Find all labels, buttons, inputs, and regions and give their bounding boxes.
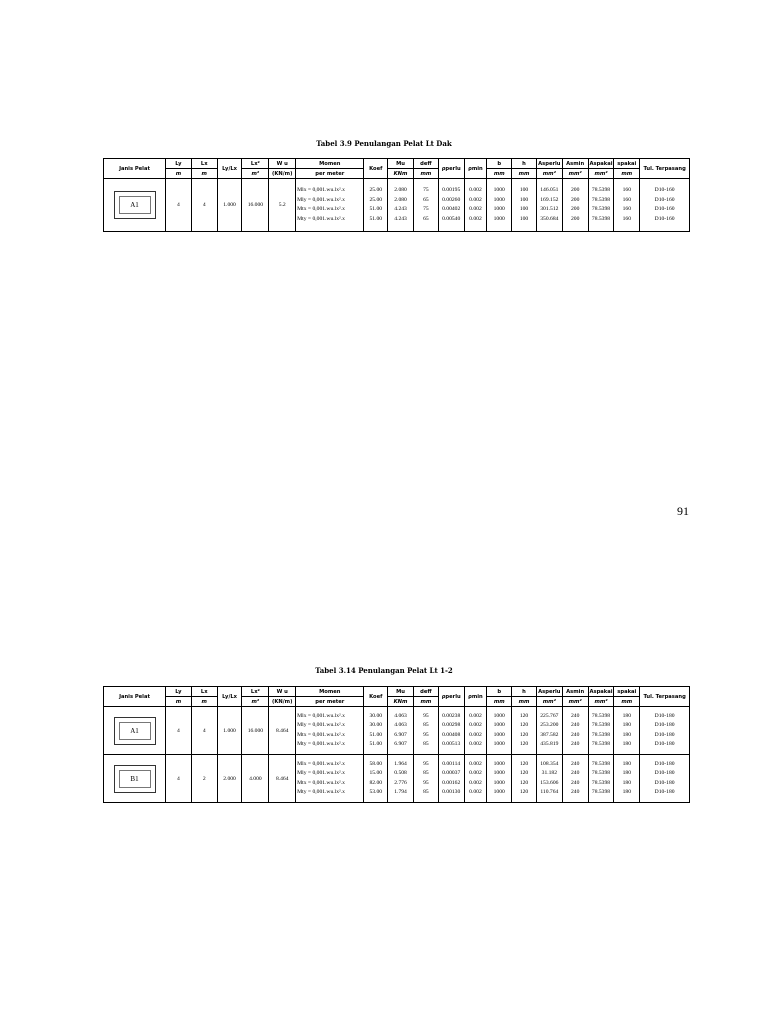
s-pakai-value: 180 [622, 712, 632, 719]
tul-value: D10-180 [654, 789, 675, 795]
unit-s-pakai: mm [614, 169, 640, 179]
as-min-value: 200 [570, 196, 580, 203]
mu-value: 6.907 [394, 741, 407, 747]
mu-value: 4.063 [394, 722, 407, 728]
h-cell [512, 755, 537, 803]
rho-min-value: 0.002 [469, 722, 482, 728]
rho-perlu-value: 0.00162 [442, 779, 461, 786]
unit-deff: mm [413, 697, 438, 707]
h-value: 120 [519, 789, 529, 795]
panel-cell [104, 707, 166, 755]
panel-label: B1 [119, 770, 151, 788]
as-min-value: 240 [570, 731, 580, 738]
rho-perlu-value: 0.00298 [442, 722, 461, 728]
momen-mly: Mly = 0,001.wu.lx².x [297, 770, 345, 776]
table2 [103, 686, 690, 803]
col-rho-perlu: ρperlu [438, 159, 464, 179]
ly-value: 4 [166, 179, 192, 232]
slab-diagram [114, 717, 156, 745]
as-perlu-value: 146.051 [540, 187, 559, 193]
as-pakai-value: 78.5398 [591, 770, 611, 776]
unit-s-pakai: mm [614, 697, 640, 707]
as-perlu-cell [536, 179, 562, 232]
col-wu: W u [269, 159, 296, 169]
unit-deff: mm [413, 169, 438, 179]
h-value: 120 [519, 779, 529, 786]
momen-mlx: Mlx = 0,001.wu.lx².x [297, 760, 345, 767]
unit-lx2: m² [242, 169, 269, 179]
col-momen: Momen [296, 159, 364, 169]
as-perlu-value: 153.606 [540, 779, 559, 786]
as-perlu-value: 350.684 [540, 215, 559, 222]
momen-cell [296, 179, 364, 232]
col-lx: Lx [191, 687, 217, 697]
col-b: b [487, 159, 512, 169]
table2-caption: Tabel 3.14 Penulangan Pelat Lt 1-2 [315, 666, 453, 675]
rho-perlu-value: 0.00238 [442, 712, 461, 719]
mu-value: 4.063 [394, 712, 407, 719]
s-pakai-value: 180 [622, 722, 632, 728]
deff-cell [413, 707, 438, 755]
panel-cell [104, 179, 166, 232]
as-min-value: 200 [570, 206, 580, 212]
rho-perlu-value: 0.00260 [442, 196, 461, 203]
b-value: 1000 [493, 760, 505, 767]
koef-cell [364, 755, 388, 803]
panel-label: A1 [119, 196, 151, 214]
deff-value: 85 [423, 741, 429, 747]
koef-value: 53.00 [369, 789, 383, 795]
tul-value: D10-160 [654, 215, 675, 222]
rho-perlu-value: 0.00130 [442, 789, 461, 795]
ratio-value: 1.000 [217, 707, 242, 755]
unit-as-perlu: mm² [536, 169, 562, 179]
wu-value: 8.464 [269, 707, 296, 755]
h-cell [512, 707, 537, 755]
as-min-value: 240 [570, 712, 580, 719]
tul-value: D10-180 [654, 770, 675, 776]
unit-as-min: mm² [562, 169, 588, 179]
col-b: b [487, 687, 512, 697]
rho-perlu-value: 0.00513 [442, 741, 461, 747]
wu-value: 8.464 [269, 755, 296, 803]
deff-value: 85 [423, 770, 429, 776]
momen-mty: Mty = 0,001.wu.lx².x [297, 789, 345, 795]
col-tul: Tul. Terpasang [640, 687, 690, 707]
col-ly: Ly [166, 159, 192, 169]
unit-lx2: m² [242, 697, 269, 707]
table2-header [104, 687, 690, 707]
mu-value: 1.964 [394, 760, 407, 767]
as-perlu-cell [536, 707, 562, 755]
b-cell [487, 707, 512, 755]
unit-mu: KNm [388, 697, 414, 707]
b-value: 1000 [493, 770, 505, 776]
slab-diagram [114, 765, 156, 793]
col-as-min: Asmin [562, 159, 588, 169]
koef-cell [364, 179, 388, 232]
col-koef: Koef [364, 159, 388, 179]
momen-mtx: Mtx = 0,001.wu.lx².x [297, 779, 345, 786]
h-value: 120 [519, 760, 529, 767]
col-as-perlu: Asperlu [538, 160, 561, 167]
h-value: 120 [519, 741, 529, 747]
as-pakai-value: 78.5398 [591, 789, 611, 795]
tul-value: D10-180 [654, 731, 675, 738]
h-value: 120 [519, 731, 529, 738]
rho-perlu-cell [438, 707, 464, 755]
as-pakai-value: 78.5398 [591, 206, 611, 212]
h-value: 120 [519, 712, 529, 719]
slab-diagram [114, 191, 156, 219]
unit-lx: m [191, 169, 217, 179]
unit-wu: (KN/m) [269, 697, 296, 707]
as-pakai-value: 78.5398 [591, 196, 611, 203]
unit-h: mm [512, 697, 537, 707]
as-pakai-cell [588, 755, 614, 803]
s-pakai-value: 180 [622, 789, 632, 795]
col-momen: Momen [296, 687, 364, 697]
lx2-value: 4.000 [242, 755, 269, 803]
as-min-value: 200 [570, 215, 580, 222]
col-ratio: Ly/Lx [217, 687, 242, 707]
rho-min-value: 0.002 [469, 760, 482, 767]
koef-value: 82.00 [369, 779, 383, 786]
col-rho-perlu: ρperlu [438, 687, 464, 707]
koef-value: 51.00 [369, 215, 383, 222]
col-as-pakai: Aspakai [589, 688, 613, 695]
page-number: 91 [677, 504, 689, 518]
rho-perlu-cell [438, 755, 464, 803]
unit-as-perlu: mm² [536, 697, 562, 707]
koef-value: 51.00 [369, 731, 383, 738]
h-value: 100 [519, 206, 529, 212]
col-mu: Mu [388, 687, 414, 697]
as-min-value: 240 [570, 760, 580, 767]
as-pakai-cell [588, 179, 614, 232]
panel-label: A1 [119, 722, 151, 740]
mu-value: 0.508 [394, 770, 407, 776]
deff-value: 95 [423, 779, 429, 786]
deff-value: 85 [423, 722, 429, 728]
koef-value: 15.00 [369, 770, 383, 776]
col-lx2: Lx² [242, 159, 269, 169]
col-as-pakai: Aspakai [589, 160, 613, 167]
rho-min-value: 0.002 [469, 789, 482, 795]
as-perlu-value: 110.764 [540, 789, 559, 795]
lx2-value: 16.000 [242, 707, 269, 755]
tul-value: D10-180 [654, 779, 675, 786]
rho-perlu-value: 0.00540 [442, 215, 461, 222]
rho-min-cell [464, 179, 487, 232]
tul-value: D10-160 [654, 196, 675, 203]
tul-value: D10-160 [654, 206, 675, 212]
col-s-pakai: spakai [614, 159, 640, 169]
rho-min-value: 0.002 [469, 187, 482, 193]
as-pakai-value: 78.5398 [591, 731, 611, 738]
as-pakai-value: 78.5398 [591, 741, 611, 747]
col-deff: deff [413, 159, 438, 169]
as-pakai-value: 78.5398 [591, 187, 611, 193]
col-ly: Ly [166, 687, 192, 697]
momen-cell [296, 755, 364, 803]
h-value: 100 [519, 215, 529, 222]
mu-value: 1.794 [394, 789, 407, 795]
as-min-value: 240 [570, 789, 580, 795]
b-cell [487, 179, 512, 232]
deff-value: 95 [423, 731, 429, 738]
col-jenis-pelat: Janis Pelat [104, 687, 166, 707]
b-value: 1000 [493, 206, 505, 212]
as-min-value: 240 [570, 779, 580, 786]
panel-cell [104, 755, 166, 803]
col-jenis-pelat: Janis Pelat [104, 159, 166, 179]
unit-lx: m [191, 697, 217, 707]
unit-b: mm [487, 169, 512, 179]
deff-cell [413, 179, 438, 232]
rho-min-value: 0.002 [469, 779, 482, 786]
koef-value: 25.00 [369, 196, 383, 203]
b-value: 1000 [493, 712, 505, 719]
col-koef: Koef [364, 687, 388, 707]
unit-as-pakai: mm² [588, 697, 614, 707]
tul-value: D10-180 [654, 760, 675, 767]
koef-value: 30.00 [369, 722, 383, 728]
mu-value: 2.080 [394, 187, 407, 193]
unit-b: mm [487, 697, 512, 707]
deff-value: 95 [423, 712, 429, 719]
s-pakai-value: 160 [622, 196, 632, 203]
rho-min-value: 0.002 [469, 215, 482, 222]
as-perlu-value: 169.152 [540, 196, 559, 203]
mu-cell [388, 755, 414, 803]
wu-value: 5.2 [269, 179, 296, 232]
table-row [104, 179, 690, 232]
b-value: 1000 [493, 187, 505, 193]
as-min-value: 240 [570, 722, 580, 728]
unit-ly: m [166, 169, 192, 179]
col-as-perlu: Asperlu [538, 688, 561, 695]
deff-value: 65 [423, 196, 429, 203]
rho-perlu-value: 0.00195 [442, 187, 461, 193]
s-pakai-value: 160 [622, 206, 632, 212]
col-mu: Mu [388, 159, 414, 169]
b-cell [487, 755, 512, 803]
ly-value: 4 [166, 707, 192, 755]
rho-perlu-value: 0.00037 [442, 770, 461, 776]
momen-mly: Mly = 0,001.wu.lx².x [297, 722, 345, 728]
mu-value: 2.080 [394, 196, 407, 203]
col-deff: deff [413, 687, 438, 697]
as-min-cell [562, 755, 588, 803]
mu-value: 4.243 [394, 215, 407, 222]
ly-value: 4 [166, 755, 192, 803]
mu-cell [388, 707, 414, 755]
koef-value: 30.00 [369, 712, 383, 719]
as-perlu-value: 253.200 [540, 722, 559, 728]
as-min-cell [562, 179, 588, 232]
tul-value: D10-160 [654, 187, 675, 193]
deff-value: 85 [423, 789, 429, 795]
koef-cell [364, 707, 388, 755]
unit-mu: KNm [388, 169, 414, 179]
as-min-cell [562, 707, 588, 755]
ratio-value: 1.000 [217, 179, 242, 232]
mu-value: 4.243 [394, 206, 407, 212]
momen-cell [296, 707, 364, 755]
as-perlu-value: 387.582 [540, 731, 559, 738]
rho-min-value: 0.002 [469, 712, 482, 719]
ratio-value: 2.000 [217, 755, 242, 803]
deff-value: 75 [423, 206, 429, 212]
momen-mtx: Mtx = 0,001.wu.lx².x [297, 206, 345, 212]
momen-mty: Mty = 0,001.wu.lx².x [297, 741, 345, 747]
unit-h: mm [512, 169, 537, 179]
deff-value: 95 [423, 760, 429, 767]
h-cell [512, 179, 537, 232]
unit-ly: m [166, 697, 192, 707]
momen-mty: Mty = 0,001.wu.lx².x [297, 215, 345, 222]
lx2-value: 16.000 [242, 179, 269, 232]
as-perlu-value: 225.767 [540, 712, 559, 719]
s-pakai-cell [614, 707, 640, 755]
table1 [103, 158, 690, 232]
as-pakai-value: 78.5398 [591, 760, 611, 767]
tul-value: D10-180 [654, 741, 675, 747]
lx-value: 2 [191, 755, 217, 803]
col-wu: W u [269, 687, 296, 697]
as-perlu-cell [536, 755, 562, 803]
mu-cell [388, 179, 414, 232]
mu-value: 6.907 [394, 731, 407, 738]
unit-as-pakai: mm² [588, 169, 614, 179]
col-h: h [512, 687, 537, 697]
rho-min-value: 0.002 [469, 206, 482, 212]
momen-mlx: Mlx = 0,001.wu.lx².x [297, 712, 345, 719]
s-pakai-value: 180 [622, 779, 632, 786]
col-as-min: Asmin [562, 687, 588, 697]
rho-min-cell [464, 755, 487, 803]
as-perlu-value: 31.182 [541, 770, 558, 776]
rho-min-value: 0.002 [469, 770, 482, 776]
col-rho-min: ρmin [464, 687, 487, 707]
as-perlu-value: 435.819 [540, 741, 559, 747]
table-row [104, 707, 690, 755]
b-value: 1000 [493, 741, 505, 747]
rho-perlu-cell [438, 179, 464, 232]
unit-wu: (KN/m) [269, 169, 296, 179]
momen-mtx: Mtx = 0,001.wu.lx².x [297, 731, 345, 738]
rho-perlu-value: 0.00408 [442, 731, 461, 738]
lx-value: 4 [191, 707, 217, 755]
lx-value: 4 [191, 179, 217, 232]
h-value: 100 [519, 187, 529, 193]
deff-cell [413, 755, 438, 803]
as-pakai-value: 78.5398 [591, 215, 611, 222]
tul-value: D10-180 [654, 712, 675, 719]
col-lx: Lx [191, 159, 217, 169]
unit-momen: per meter [296, 169, 364, 179]
as-pakai-value: 78.5398 [591, 712, 611, 719]
rho-min-value: 0.002 [469, 196, 482, 203]
table-row [104, 755, 690, 803]
tul-cell [640, 755, 690, 803]
unit-momen: per meter [296, 697, 364, 707]
col-rho-min: ρmin [464, 159, 487, 179]
as-min-value: 200 [570, 187, 580, 193]
as-pakai-cell [588, 707, 614, 755]
col-ratio: Ly/Lx [217, 159, 242, 179]
h-value: 120 [519, 770, 529, 776]
unit-as-min: mm² [562, 697, 588, 707]
as-min-value: 240 [570, 770, 580, 776]
b-value: 1000 [493, 789, 505, 795]
deff-value: 75 [423, 187, 429, 193]
tul-cell [640, 707, 690, 755]
col-lx2: Lx² [242, 687, 269, 697]
b-value: 1000 [493, 196, 505, 203]
as-min-value: 240 [570, 741, 580, 747]
rho-perlu-value: 0.00402 [442, 206, 461, 212]
momen-mly: Mly = 0,001.wu.lx².x [297, 196, 345, 203]
deff-value: 65 [423, 215, 429, 222]
as-perlu-value: 301.512 [540, 206, 559, 212]
col-s-pakai: spakai [614, 687, 640, 697]
s-pakai-value: 180 [622, 760, 632, 767]
s-pakai-value: 180 [622, 731, 632, 738]
rho-perlu-value: 0.00114 [442, 760, 461, 767]
koef-value: 51.00 [369, 206, 383, 212]
table1-caption: Tabel 3.9 Penulangan Pelat Lt Dak [316, 139, 452, 148]
tul-cell [640, 179, 690, 232]
col-h: h [512, 159, 537, 169]
s-pakai-cell [614, 755, 640, 803]
koef-value: 51.00 [369, 741, 383, 747]
b-value: 1000 [493, 722, 505, 728]
s-pakai-cell [614, 179, 640, 232]
b-value: 1000 [493, 215, 505, 222]
b-value: 1000 [493, 731, 505, 738]
s-pakai-value: 160 [622, 215, 632, 222]
as-pakai-value: 78.5398 [591, 722, 611, 728]
mu-value: 2.776 [394, 779, 407, 786]
koef-value: 58.00 [369, 760, 383, 767]
s-pakai-value: 160 [622, 187, 632, 193]
koef-value: 25.00 [369, 187, 383, 193]
momen-mlx: Mlx = 0,001.wu.lx².x [297, 187, 345, 193]
table1-header [104, 159, 690, 179]
h-value: 100 [519, 196, 529, 203]
rho-min-value: 0.002 [469, 741, 482, 747]
b-value: 1000 [493, 779, 505, 786]
tul-value: D10-180 [654, 722, 675, 728]
s-pakai-value: 180 [622, 770, 632, 776]
as-pakai-value: 78.5398 [591, 779, 611, 786]
rho-min-value: 0.002 [469, 731, 482, 738]
col-tul: Tul. Terpasang [640, 159, 690, 179]
s-pakai-value: 180 [622, 741, 632, 747]
rho-min-cell [464, 707, 487, 755]
h-value: 120 [519, 722, 529, 728]
as-perlu-value: 108.354 [540, 760, 559, 767]
